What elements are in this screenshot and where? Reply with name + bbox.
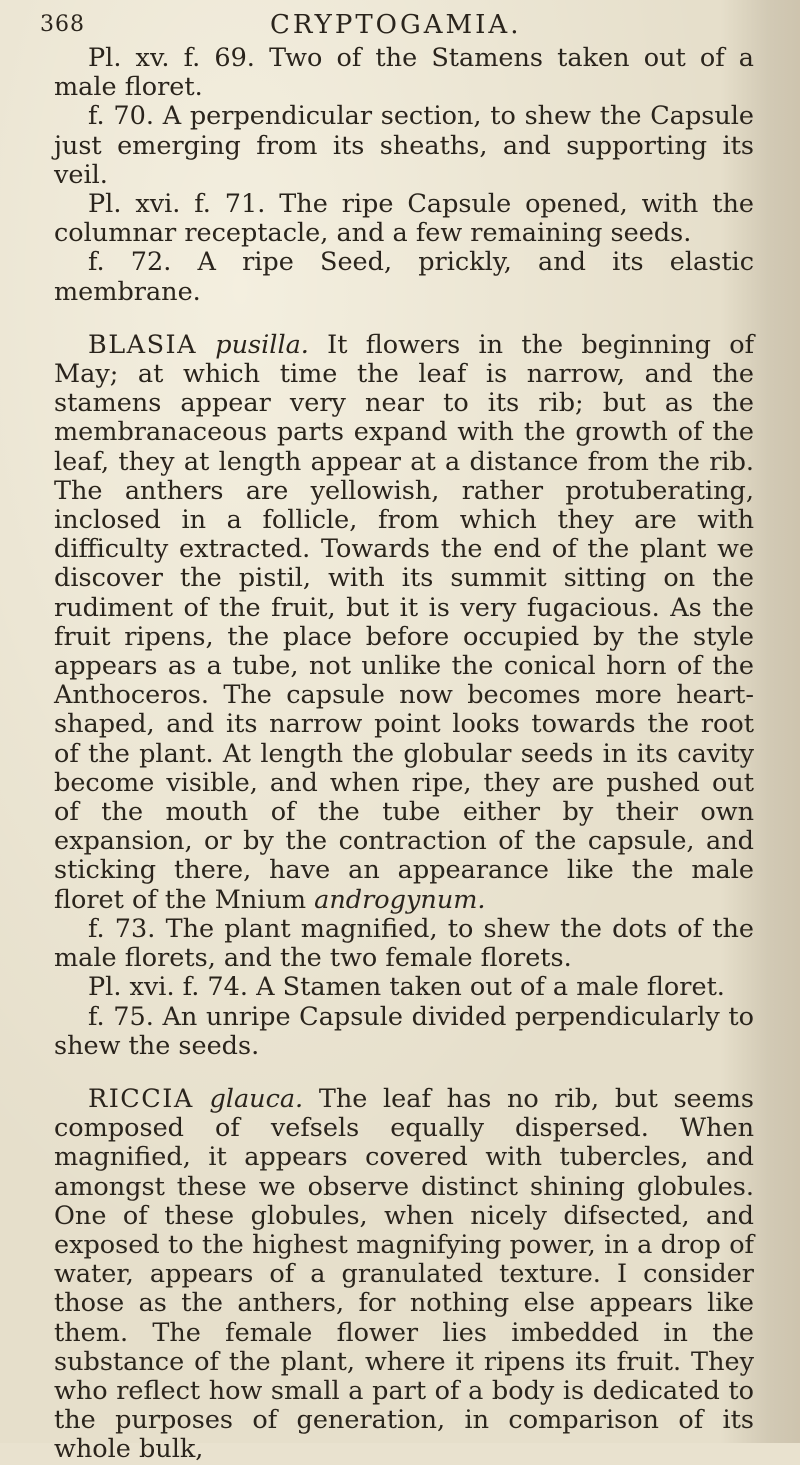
paragraph-text: The leaf has no rib, but seems composed of vefsels equally dispersed. When magnified, it appears covered with tubercles, and amongst these we observe distinct shining globules. One of these globules, when nicely difsected, and exposed to the highest magnifying power, in a drop of water, appears of a granulated texture. I consider those as the anthers, for nothing else appears like them. The female flower lies imbedded in the substance of the plant, where it ripens its fruit. They who reflect how small a part of a body is dedicated to the purposes of generation, in comparison of its whole bulk, xyxy=(54,1083,755,1465)
plate-reference: f. 70. xyxy=(88,101,154,132)
plate-description: Two of the Stamens taken out of a male floret. xyxy=(54,43,755,103)
plate-reference: f. 72. xyxy=(88,247,172,278)
paragraph-text: It flowers in the beginning of May; at which time the leaf is narrow, and the stamens appear very near to its rib; but as the membranaceous parts expand with the growth of the leaf, they at length appear at a distance from the rib. The anthers are yellowish, rather protuberating, inclosed in a follicle, from which they are with difficulty extracted. Towards the end of the plant we discover the pistil, with its summit sitting on the rudiment of the fruit, but it is very fugacious. As the fruit ripens, the place before occupied by the style appears as a tube, not unlike the conical horn of the Anthoceros. The capsule now becomes more heart-shaped, and its narrow point looks towards the root of the plant. At length the globular seeds in its cavity become visible, and when ripe, they are pushed out of the mouth of the tube either by their own expansion, or by the contraction of the capsule, and sticking there, have an appearance like the male floret of the Mnium xyxy=(54,329,755,915)
plate-description: A Stamen taken out of a male floret. xyxy=(256,972,725,1003)
plate-reference: f. 73. xyxy=(88,913,156,944)
plate-reference: Pl. xvi. f. 74. xyxy=(88,972,248,1003)
running-head: CRYPTOGAMIA. xyxy=(270,10,522,40)
plate-reference: f. 75. xyxy=(88,1001,154,1032)
plate-description: The ripe Capsule opened, with the columnar receptacle, and a few remaining seeds. xyxy=(54,189,754,249)
blasia-paragraph xyxy=(54,331,754,915)
plate-entry xyxy=(54,190,754,248)
species-name: pusilla. xyxy=(215,329,309,360)
body-text xyxy=(54,44,754,1465)
page-number: 368 xyxy=(40,12,85,37)
species-name: androgynum. xyxy=(314,884,486,915)
species-name: glauca. xyxy=(209,1083,304,1114)
plate-entry xyxy=(54,248,754,306)
plate-entry xyxy=(54,1003,754,1061)
plate-reference: Pl. xv. f. 69. xyxy=(88,43,255,73)
plate-description: A ripe Seed, prickly, and its elastic membrane. xyxy=(54,247,754,307)
plate-entry xyxy=(54,973,754,1002)
genus-name: RICCIA xyxy=(88,1083,194,1114)
plate-entry xyxy=(54,915,754,973)
plate-description: An unripe Capsule divided perpendicularly to shew the seeds. xyxy=(54,1001,754,1061)
riccia-paragraph xyxy=(54,1085,754,1465)
genus-name: BLASIA xyxy=(88,329,198,360)
plate-reference: Pl. xvi. f. 71. xyxy=(88,189,266,220)
page-header xyxy=(40,10,740,44)
plate-entry xyxy=(54,44,754,102)
plate-description: The plant magnified, to shew the dots of the male florets, and the two female florets. xyxy=(54,913,755,974)
plate-entry xyxy=(54,102,754,190)
plate-description: A perpendicular section, to shew the Capsule just emerging from its sheaths, and supporting its veil. xyxy=(54,101,755,190)
